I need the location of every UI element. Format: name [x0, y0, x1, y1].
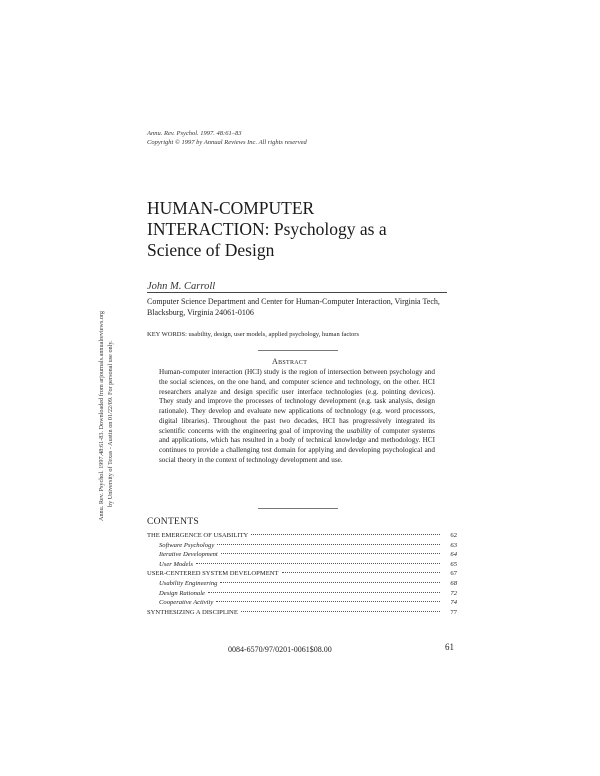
toc-leader-dots: [282, 572, 440, 573]
issn-price: 0084-6570/97/0201-0061$08.00: [228, 645, 332, 654]
toc-entry[interactable]: [147, 589, 457, 599]
title-line-3: Science of Design: [147, 240, 275, 260]
toc-entry-page: 63: [450, 541, 457, 549]
toc-entry-page: 67: [450, 570, 457, 578]
download-note: [98, 256, 115, 521]
journal-header: [147, 130, 307, 147]
toc-leader-dots: [216, 601, 440, 602]
article-title: [147, 198, 387, 261]
keywords: KEY WORDS: usability, design, user models, applied psychology, human factors: [147, 331, 360, 338]
abstract-text: Human-computer interaction (HCI) study is the region of intersection between psychology and the social sciences, on the one hand, and computer science and technology, on the other. HCI researchers analyze and design specific user interface technologies (e.g. pointing devices). They study and improve the processes of technology development (e.g. task analysis, design rationale). They develop and evaluate new applications of technology (e.g. word processors, digital libraries). Throughout the past two decades, HCI has progressively integrated its scientific concerns with the engineering goal of improving the usability of computer systems and applications, which has resulted in a body of technical knowledge and methodology. HCI continues to provide a challenging test domain for applying and developing psychological and social theory in the context of technology development and use.: [159, 368, 435, 464]
toc-entry-label: SYNTHESIZING A DISCIPLINE: [147, 608, 238, 616]
toc-leader-dots: [251, 534, 440, 535]
toc-entry[interactable]: [147, 550, 457, 560]
toc-entry-label: USER-CENTERED SYSTEM DEVELOPMENT: [147, 570, 279, 578]
toc-entry-page: 62: [450, 532, 457, 539]
author-divider: [147, 292, 447, 293]
contents-heading: CONTENTS: [147, 517, 200, 527]
toc-entry[interactable]: [147, 560, 457, 570]
toc-entry-page: 74: [450, 599, 457, 607]
toc-leader-dots: [196, 563, 440, 564]
toc-entry[interactable]: [147, 541, 457, 551]
toc-entry-label: Cooperative Activity: [159, 599, 214, 607]
toc-leader-dots: [208, 592, 440, 593]
abstract-body: [159, 368, 435, 466]
toc-leader-dots: [241, 611, 440, 612]
journal-citation: Annu. Rev. Psychol. 1997. 48:61–83: [147, 130, 242, 137]
toc-entry-label: Usability Engineering: [159, 579, 218, 587]
toc-entry[interactable]: [147, 569, 457, 579]
toc-entry[interactable]: [147, 608, 457, 618]
download-note-line-2: by University of Texas - Austin on 01/22/09. For personal use only.: [106, 340, 114, 507]
toc-entry[interactable]: [147, 598, 457, 608]
title-line-1: HUMAN-COMPUTER: [147, 198, 315, 218]
toc-entry-label: Design Rationale: [159, 589, 205, 597]
download-note-line-1: Annu. Rev. Psychol. 1997.48:61-83. Downloaded from arjournals.annualreviews.org: [98, 311, 105, 521]
author-name: John M. Carroll: [147, 281, 216, 292]
abstract-top-rule: [258, 350, 338, 351]
toc-leader-dots: [221, 553, 440, 554]
toc-entry-label: Software Psychology: [159, 541, 215, 549]
toc-entry-label: Iterative Development: [159, 551, 218, 559]
journal-copyright: Copyright © 1997 by Annual Reviews Inc. All rights reserved: [147, 138, 307, 146]
toc-entry-page: 77: [450, 608, 457, 616]
abstract-bottom-rule: [258, 508, 338, 509]
page-number: 61: [445, 642, 454, 652]
toc-entry-page: 72: [450, 589, 457, 597]
toc-entry-page: 65: [450, 560, 457, 568]
toc-entry[interactable]: [147, 579, 457, 589]
toc-entry-label: THE EMERGENCE OF USABILITY: [147, 532, 249, 539]
toc-leader-dots: [220, 582, 440, 583]
toc-leader-dots: [217, 544, 440, 545]
title-line-2: INTERACTION: Psychology as a: [147, 219, 387, 239]
toc-entry-page: 64: [450, 551, 457, 559]
toc-entry-label: User Models: [159, 560, 193, 568]
table-of-contents: [147, 531, 457, 617]
abstract-heading: Abstract: [272, 357, 308, 366]
toc-entry[interactable]: [147, 531, 457, 541]
author-affiliation: Computer Science Department and Center for Human-Computer Interaction, Virginia Tech, Blacksburg, Virginia 24061-0106: [147, 297, 440, 317]
toc-entry-page: 68: [450, 579, 457, 587]
